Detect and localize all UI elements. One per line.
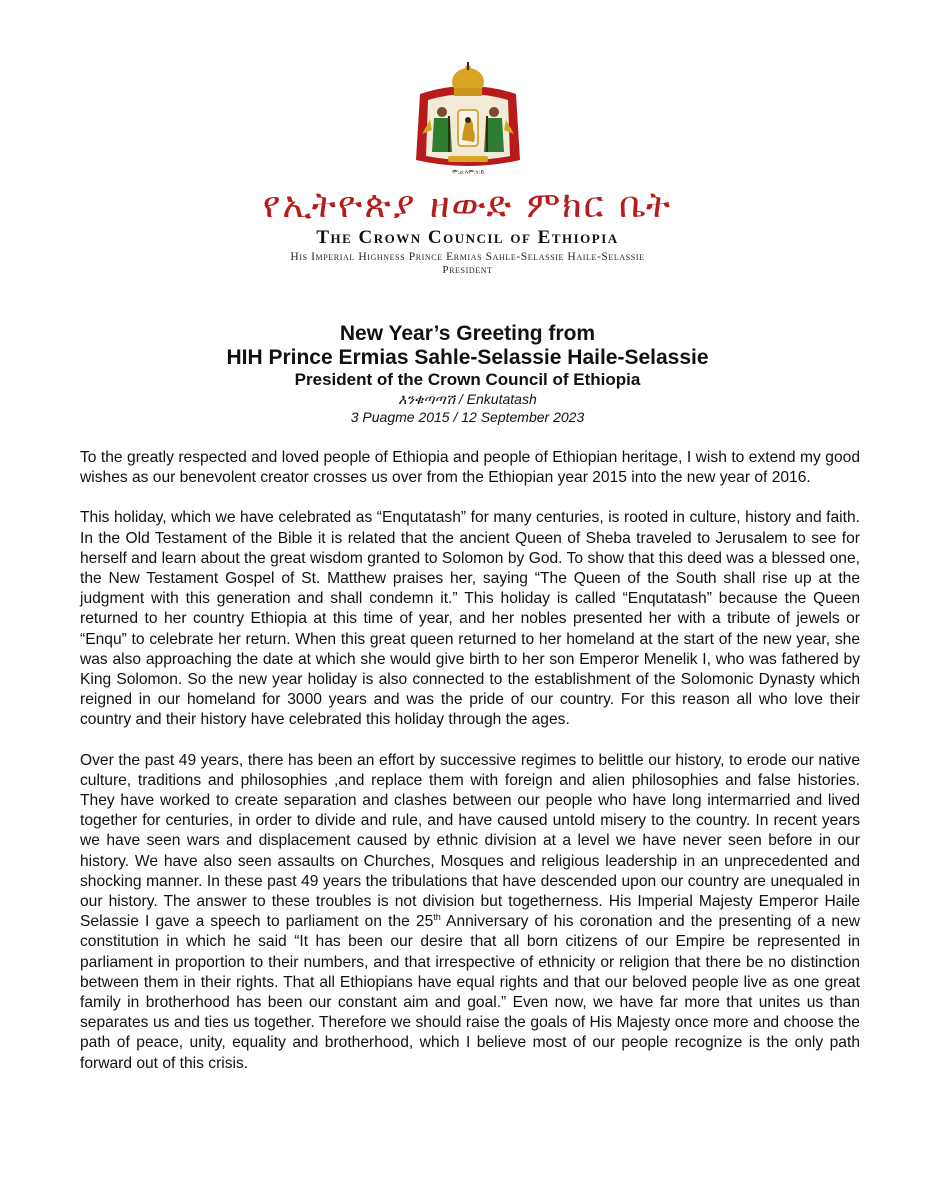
heading-holiday-name: እንቁጣጣሽ / Enkutatash bbox=[398, 391, 537, 407]
heading-date: 3 Puagme 2015 / 12 September 2023 bbox=[350, 409, 585, 425]
heading-line-2: HIH Prince Ermias Sahle-Selassie Haile-Selassie bbox=[226, 346, 709, 369]
paragraph-3-part-2: Anniversary of his coronation and the presenting of a new constitution in which he said “It has been our desire that all born citizens of our Empire be represented in parliament in proportion to their numbers, and that irrespective of ethnicity or religion that there be no distinction between them in their rights. That all Ethiopians have equal rights and that our beloved people live as one great family in brotherhood has been our constant aim and goal.” Even now, we have far more that unites us than separates us and ties us together. Therefore we should raise the goals of His Majesty once more and choose the path of peace, unity, equality and brotherhood, which I believe most of our people recognize is the only path forward out of this crisis. bbox=[80, 913, 860, 1072]
heading-line-1: New Year’s Greeting from bbox=[339, 322, 596, 345]
paragraph-1: To the greatly respected and loved people of Ethiopia and people of Ethiopian heritage, I wish to extend my good wishes as our benevolent creator crosses us over from the Ethiopian year 2015 into the new year of 2016. bbox=[80, 449, 860, 487]
council-name: The Crown Council of Ethiopia bbox=[316, 227, 619, 248]
paragraph-2: This holiday, which we have celebrated as “Enqutatash” for many centuries, is rooted in culture, history and faith. In the Old Testament of the Bible it is related that the ancient Queen of Sheba traveled to Jerusalem to see for herself and learn about the great wisdom granted to Solomon by God. To show that this deed was a blessed one, the New Testament Gospel of St. Matthew praises her, saying “The Queen of the South shall rise up at the judgment with this generation and shall condemn it.” This holiday is called “Enqutatash” because the Queen returned to her country Ethiopia at this time of year, and her nobles presented her with a tribute of jewels or “Enqu” to celebrate her return. When this great queen returned to her homeland at the start of the new year, she was also approaching the date at which she would give birth to her son Emperor Menelik I, who was fathered by King Solomon. So the new year holiday is also connected to the establishment of the Solomonic Dynasty which reigned in our homeland for 3000 years and was the pride of our country. For this reason all who love their country and their history have celebrated this holiday through the ages. bbox=[80, 509, 860, 729]
coat-of-arms-emblem bbox=[408, 60, 528, 184]
president-title: President bbox=[442, 264, 493, 276]
paragraph-3-part-1: Over the past 49 years, there has been an effort by successive regimes to belittle our history, to erode our native culture, traditions and philosophies ,and replace them with foreign and alien philosophies and false histories. They have worked to create separation and clashes between our people who have long intermarried and lived together for centuries, in order to divide and rule, and have caused untold misery to the country. In recent years we have seen wars and displacement caused by ethnic division at a level we have never seen before in our history. We have also seen assaults on Churches, Mosques and religious leadership in an unprecedented and shocking manner. In these past 49 years the tribulations that have descended upon our country are unequaled in our history. The answer to these troubles is not division but togetherness. His Imperial Majesty Emperor Haile Selassie I gave a speech to parliament on the 25 bbox=[80, 751, 860, 931]
heading-line-3: President of the Crown Council of Ethiopia bbox=[294, 370, 641, 389]
letter-body bbox=[80, 448, 860, 1094]
emblem-motto: ሞ:ዐ:እም:ነ:ይ bbox=[451, 169, 485, 176]
greeting-heading bbox=[0, 322, 935, 426]
ordinal-suffix: th bbox=[433, 912, 441, 923]
council-name-amharic: የኢትዮጵያ ዘውድ ምክር ቤት bbox=[262, 185, 673, 226]
paragraph-3 bbox=[80, 751, 860, 1074]
president-name: His Imperial Highness Prince Ermias Sahle-Selassie Haile-Selassie bbox=[290, 251, 645, 263]
